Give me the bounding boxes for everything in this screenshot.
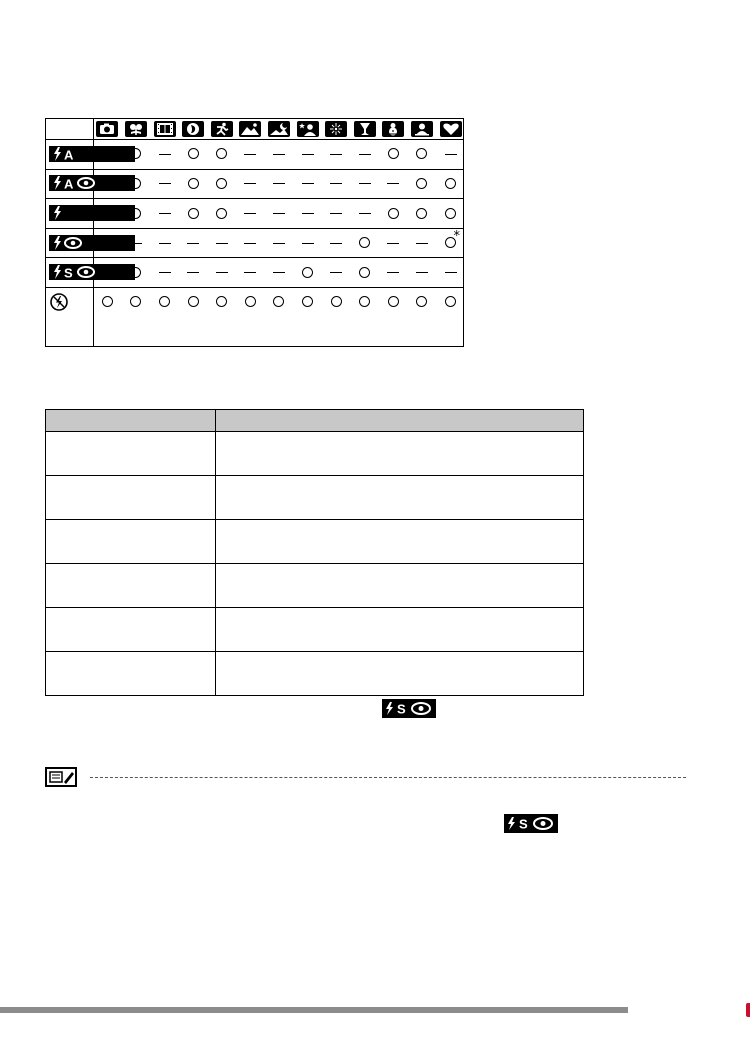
compatible-mark [102, 296, 113, 307]
svg-text:S: S [397, 701, 406, 716]
not-available-mark [159, 213, 171, 214]
compatible-mark [388, 148, 399, 159]
compatible-mark [130, 208, 141, 219]
film-strip-icon [154, 121, 176, 137]
not-available-mark [130, 243, 142, 244]
compatible-mark [216, 296, 227, 307]
self-portrait-icon [411, 121, 433, 137]
table-column-divider [215, 410, 216, 695]
not-available-mark [187, 272, 199, 273]
not-available-mark [359, 154, 371, 155]
compatible-mark [359, 267, 370, 278]
flash-auto-red-eye-icon [49, 175, 135, 191]
compatible-mark [216, 148, 227, 159]
flash-settings-table [45, 409, 584, 696]
not-available-mark [359, 183, 371, 184]
compatible-mark [331, 296, 342, 307]
not-available-mark [273, 183, 285, 184]
not-available-mark [244, 183, 256, 184]
table-header [46, 410, 583, 431]
compatible-mark [302, 296, 313, 307]
table-row-divider [46, 475, 583, 476]
footnote-asterisk: * [453, 228, 460, 244]
not-available-mark [273, 272, 285, 273]
matrix-row-divider [46, 139, 463, 140]
table-row-divider [46, 519, 583, 520]
matrix-row-divider [46, 228, 463, 229]
not-available-mark [216, 272, 228, 273]
not-available-mark [445, 272, 457, 273]
compatible-mark [102, 267, 113, 278]
matrix-row-divider [46, 287, 463, 288]
not-available-mark [244, 213, 256, 214]
flash-scene-matrix [45, 118, 464, 347]
matrix-row-divider [46, 169, 463, 170]
svg-text:S: S [519, 816, 528, 831]
not-available-mark [330, 243, 342, 244]
compatible-mark [445, 178, 456, 189]
not-available-mark [159, 272, 171, 273]
not-available-mark [330, 183, 342, 184]
flash-slow-sync-red-eye-icon [504, 814, 558, 833]
compatible-mark [445, 208, 456, 219]
note-icon [45, 767, 77, 787]
not-available-mark [273, 213, 285, 214]
footer-bar [0, 1007, 628, 1013]
compatible-mark [130, 178, 141, 189]
flash-auto-icon [49, 146, 135, 162]
not-available-mark [302, 154, 314, 155]
not-available-mark [387, 243, 399, 244]
compatible-mark [416, 208, 427, 219]
compatible-mark [388, 208, 399, 219]
compatible-mark [416, 296, 427, 307]
compatible-mark [359, 296, 370, 307]
note-divider [90, 777, 686, 778]
sports-runner-icon [211, 121, 233, 137]
compatible-mark [188, 296, 199, 307]
not-available-mark [359, 213, 371, 214]
compatible-mark [273, 296, 284, 307]
not-available-mark [244, 272, 256, 273]
table-row-divider [46, 563, 583, 564]
compatible-mark [445, 296, 456, 307]
not-available-mark [387, 272, 399, 273]
camera-icon [96, 121, 118, 137]
fireworks-icon [325, 121, 347, 137]
not-available-mark [159, 183, 171, 184]
not-available-mark [445, 154, 457, 155]
flash-forced-on-icon [49, 205, 135, 221]
not-available-mark [244, 154, 256, 155]
compatible-mark [416, 178, 427, 189]
not-available-mark [101, 243, 113, 244]
not-available-mark [330, 272, 342, 273]
not-available-mark [159, 154, 171, 155]
matrix-grid [46, 119, 463, 346]
not-available-mark [302, 243, 314, 244]
matrix-row-divider [46, 257, 463, 258]
heart-icon [440, 121, 462, 137]
compatible-mark [159, 296, 170, 307]
not-available-mark [387, 183, 399, 184]
not-available-mark [416, 272, 428, 273]
not-available-mark [330, 154, 342, 155]
svg-text:A: A [64, 147, 74, 162]
snow-icon [382, 121, 404, 137]
table-row-divider [46, 607, 583, 608]
not-available-mark [302, 213, 314, 214]
not-available-mark [416, 243, 428, 244]
compatible-mark [130, 296, 141, 307]
compatible-mark [102, 208, 113, 219]
compatible-mark [302, 267, 313, 278]
not-available-mark [273, 154, 285, 155]
page-edge-marker [746, 1003, 750, 1017]
not-available-mark [216, 243, 228, 244]
compatible-mark [245, 296, 256, 307]
compatible-mark [388, 296, 399, 307]
not-available-mark [302, 183, 314, 184]
not-available-mark [159, 243, 171, 244]
compatible-mark [188, 178, 199, 189]
portrait-icon [182, 121, 204, 137]
not-available-mark [330, 213, 342, 214]
night-scenery-icon [268, 121, 290, 137]
compatible-mark [216, 178, 227, 189]
compatible-mark [130, 267, 141, 278]
not-available-mark [273, 243, 285, 244]
compatible-mark [359, 237, 370, 248]
not-available-mark [244, 243, 256, 244]
flash-slow-sync-red-eye-icon [382, 699, 436, 718]
flash-slow-sync-red-eye-icon [49, 264, 135, 280]
not-available-mark [187, 243, 199, 244]
compatible-mark [188, 148, 199, 159]
compatible-mark [102, 178, 113, 189]
matrix-row-divider [46, 198, 463, 199]
compatible-mark [416, 148, 427, 159]
night-portrait-icon [297, 121, 319, 137]
party-glass-icon [354, 121, 376, 137]
table-row-divider [46, 651, 583, 652]
landscape-icon [239, 121, 261, 137]
flash-forced-red-eye-icon [49, 235, 135, 251]
compatible-mark [216, 208, 227, 219]
macro-flower-icon [125, 121, 147, 137]
compatible-mark [188, 208, 199, 219]
svg-text:S: S [64, 265, 73, 281]
table-row-divider [46, 431, 583, 432]
flash-off-icon [50, 293, 68, 311]
svg-text:A: A [64, 176, 74, 192]
compatible-mark [130, 148, 141, 159]
